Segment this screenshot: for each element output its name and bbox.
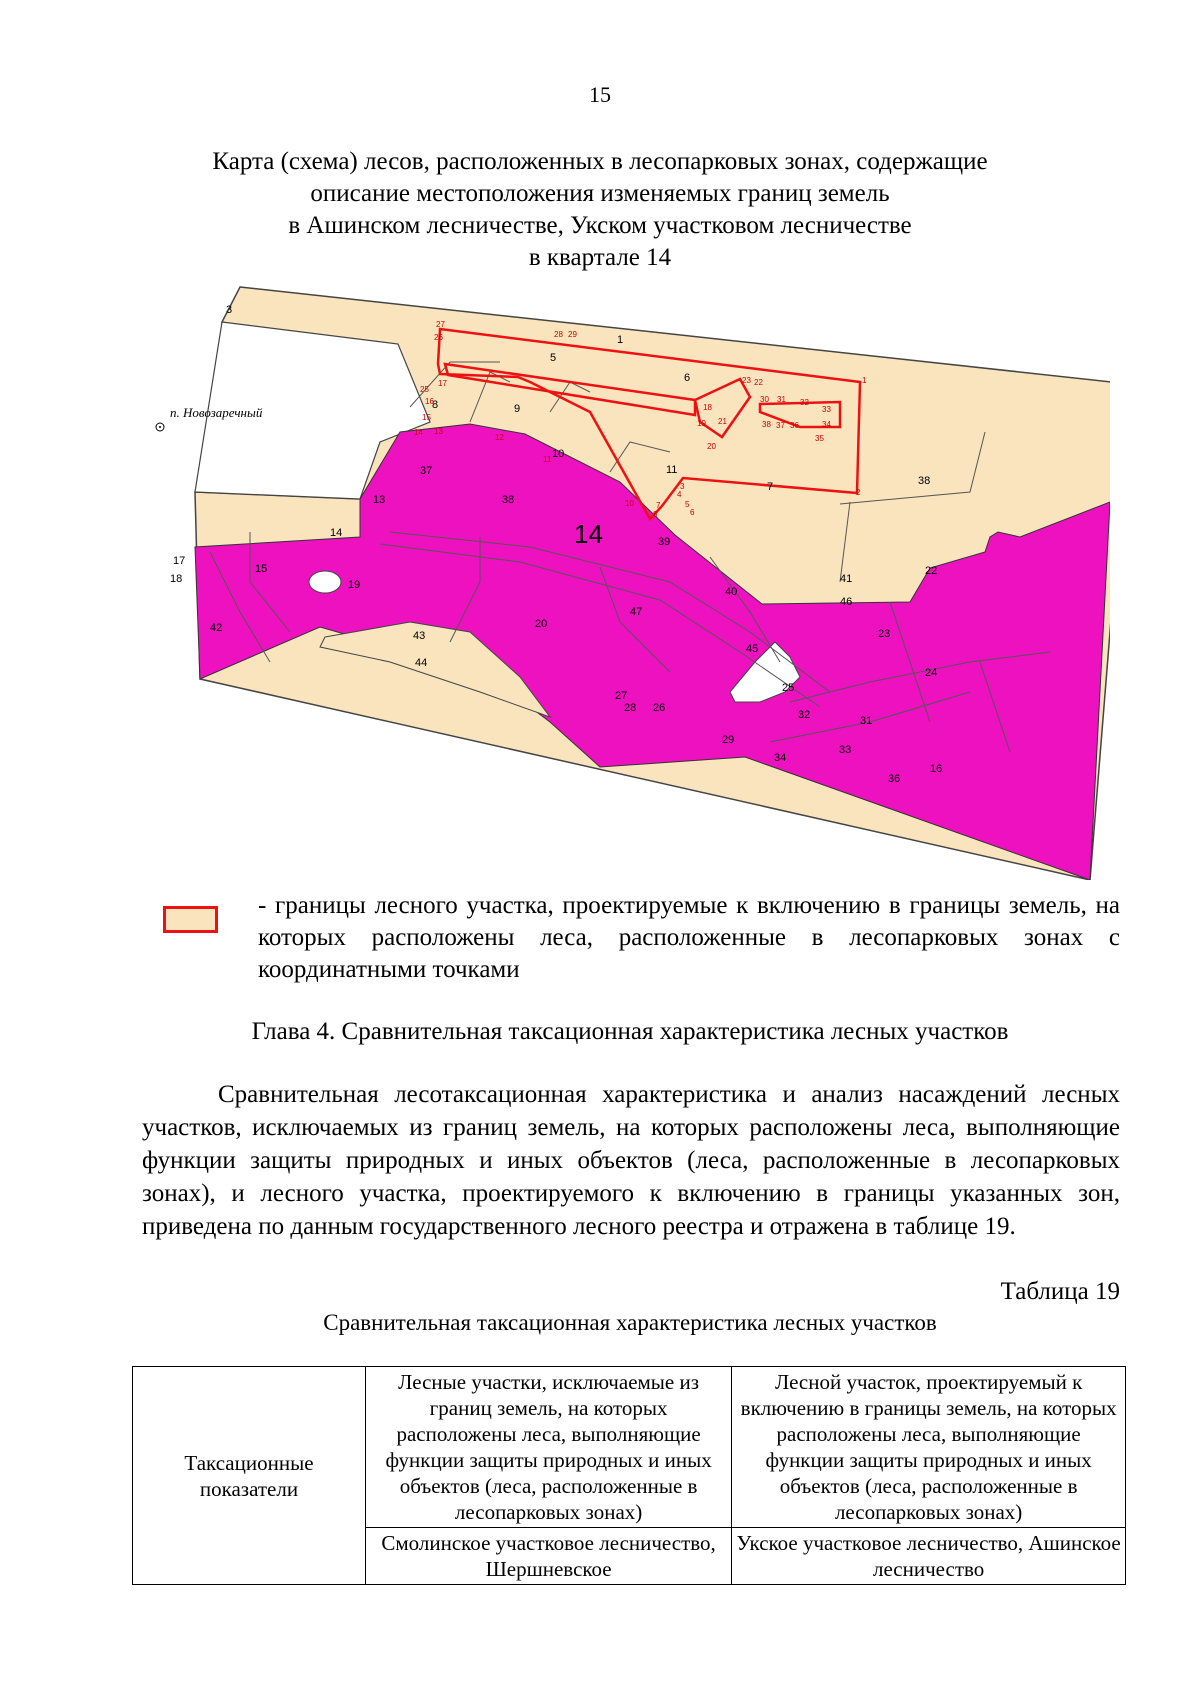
legend-text: - границы лесного участка, проектируемые к включению в границы земель, на которых расположены леса, расположенные в лесопарковых зонах с координатными точками xyxy=(258,892,1120,983)
map-title-line: описание местоположения изменяемых границ земель xyxy=(310,180,890,207)
plot-label: 43 xyxy=(413,630,426,642)
plot-label: 38 xyxy=(502,494,515,506)
table-row xyxy=(133,1367,1126,1528)
boundary-point-label: 18 xyxy=(703,403,712,412)
boundary-point-label: 1 xyxy=(862,376,867,385)
plot-label: 9 xyxy=(514,403,521,415)
boundary-point-label: 11 xyxy=(543,455,552,464)
map-title-line: Карта (схема) лесов, расположенных в лесопарковых зонах, содержащие xyxy=(212,148,988,175)
plot-label: 33 xyxy=(839,744,852,756)
boundary-point-label: 20 xyxy=(707,442,716,451)
plot-label: 22 xyxy=(925,565,938,577)
boundary-point-label: 22 xyxy=(754,378,763,387)
comparison-table xyxy=(132,1366,1126,1585)
legend-swatch xyxy=(163,906,218,933)
boundary-point-label: 32 xyxy=(800,398,809,407)
table-cell: Укское участковое лесничество, Ашинское лесничество xyxy=(732,1528,1126,1585)
forest-map xyxy=(150,282,1110,880)
boundary-point-label: 14 xyxy=(414,428,423,437)
plot-label: 10 xyxy=(552,448,565,460)
quarter-number: 14 xyxy=(574,519,603,549)
plot-label: 1 xyxy=(617,334,624,346)
table-header-cell: Лесные участки, исключаемые из границ земель, на которых расположены леса, выполняющие функции защиты природных и иных объектов (леса, расположенные в лесопарковых зонах) xyxy=(365,1367,731,1528)
plot-label: 11 xyxy=(666,464,678,476)
boundary-point-label: 28 xyxy=(554,330,563,339)
plot-label: 42 xyxy=(210,622,223,634)
plot-label: 14 xyxy=(330,527,343,539)
boundary-point-label: 6 xyxy=(690,508,695,517)
white-area xyxy=(309,571,341,593)
boundary-point-label: 5 xyxy=(685,500,690,509)
page-number: 15 xyxy=(589,82,611,107)
map-title xyxy=(150,146,1050,274)
plot-label: 24 xyxy=(925,667,938,679)
plot-label: 13 xyxy=(373,494,386,506)
plot-label: 37 xyxy=(420,465,433,477)
plot-label: 31 xyxy=(860,715,873,727)
settlement-label: п. Новозаречный xyxy=(170,405,263,420)
plot-label: 41 xyxy=(840,573,853,585)
boundary-point-label: 15 xyxy=(422,413,431,422)
boundary-point-label: 12 xyxy=(495,433,504,442)
plot-label: 46 xyxy=(840,596,853,608)
boundary-point-label: 2 xyxy=(856,488,861,497)
boundary-point-label: 38 xyxy=(762,420,771,429)
boundary-point-label: 3 xyxy=(680,482,685,491)
plot-label: 25 xyxy=(782,682,795,694)
boundary-point-label: 31 xyxy=(777,395,786,404)
boundary-point-label: 16 xyxy=(425,397,434,406)
plot-label: 19 xyxy=(348,579,361,591)
boundary-point-label: 13 xyxy=(434,427,443,436)
table-label: Таблица 19 xyxy=(1000,1278,1120,1305)
plot-label: 6 xyxy=(684,372,691,384)
boundary-point-label: 21 xyxy=(718,417,727,426)
plot-label: 39 xyxy=(658,536,671,548)
boundary-point-label: 30 xyxy=(760,395,769,404)
plot-label: 32 xyxy=(798,709,811,721)
map-title-line: в квартале 14 xyxy=(528,244,672,271)
plot-label: 34 xyxy=(774,752,787,764)
plot-label: 36 xyxy=(888,773,901,785)
map-title-line: в Ашинском лесничестве, Укском участковом лесничестве xyxy=(288,212,912,239)
table-header-cell: Таксационные показатели xyxy=(133,1367,366,1585)
boundary-point-label: 25 xyxy=(420,385,429,394)
boundary-point-label: 36 xyxy=(790,421,799,430)
table-caption: Сравнительная таксационная характеристика лесных участков xyxy=(323,1310,937,1335)
boundary-point-label: 34 xyxy=(822,420,831,429)
plot-label: 38 xyxy=(918,475,931,487)
plot-label: 47 xyxy=(630,606,643,618)
body-paragraph: Сравнительная лесотаксационная характеристика и анализ насаждений лесных участков, исключаемых из границ земель, на которых расположены леса, выполняющие функции защиты природных и иных объектов (леса, расположенные в лесопарковых зонах), и лесного участка, проектируемого к включению в границы указанных зон, приведена по данным государственного лесного реестра и отражена в таблице 19. xyxy=(142,1081,1120,1240)
table-header-cell: Лесной участок, проектируемый к включению в границы земель, на которых расположены леса, выполняющие функции защиты природных и иных объектов (леса, расположенные в лесопарковых зонах) xyxy=(732,1367,1126,1528)
boundary-point-label: 4 xyxy=(677,490,682,499)
plot-label: 27 xyxy=(615,690,628,702)
boundary-point-label: 29 xyxy=(568,330,577,339)
plot-label: 17 xyxy=(173,555,186,567)
plot-label: 28 xyxy=(624,702,637,714)
boundary-point-label: 37 xyxy=(776,421,785,430)
boundary-point-label: 33 xyxy=(822,405,831,414)
boundary-point-label: 26 xyxy=(434,333,443,342)
plot-label: 29 xyxy=(722,734,735,746)
plot-label: 23 xyxy=(878,628,891,640)
plot-label: 15 xyxy=(255,563,268,575)
boundary-point-label: 27 xyxy=(436,320,445,329)
boundary-point-label: 8 xyxy=(653,510,658,519)
plot-label: 45 xyxy=(746,643,759,655)
plot-label: 44 xyxy=(415,657,428,669)
plot-label: 5 xyxy=(550,352,557,364)
plot-label: 26 xyxy=(653,702,666,714)
boundary-point-label: 35 xyxy=(815,434,824,443)
plot-label: 8 xyxy=(432,399,439,411)
boundary-point-label: 19 xyxy=(697,419,706,428)
plot-label: 40 xyxy=(725,586,738,598)
boundary-point-label: 7 xyxy=(656,501,661,510)
plot-label: 18 xyxy=(170,573,183,585)
table-cell: Смолинское участковое лесничество, Шершневское xyxy=(365,1528,731,1585)
plot-label: 7 xyxy=(767,481,774,493)
boundary-point-label: 17 xyxy=(438,379,447,388)
boundary-point-label: 10 xyxy=(625,499,634,508)
chapter-heading: Глава 4. Сравнительная таксационная характеристика лесных участков xyxy=(251,1018,1009,1045)
boundary-point-label: 23 xyxy=(742,376,751,385)
plot-label: 3 xyxy=(226,304,233,316)
plot-label: 20 xyxy=(535,618,548,630)
plot-label: 16 xyxy=(930,763,943,775)
